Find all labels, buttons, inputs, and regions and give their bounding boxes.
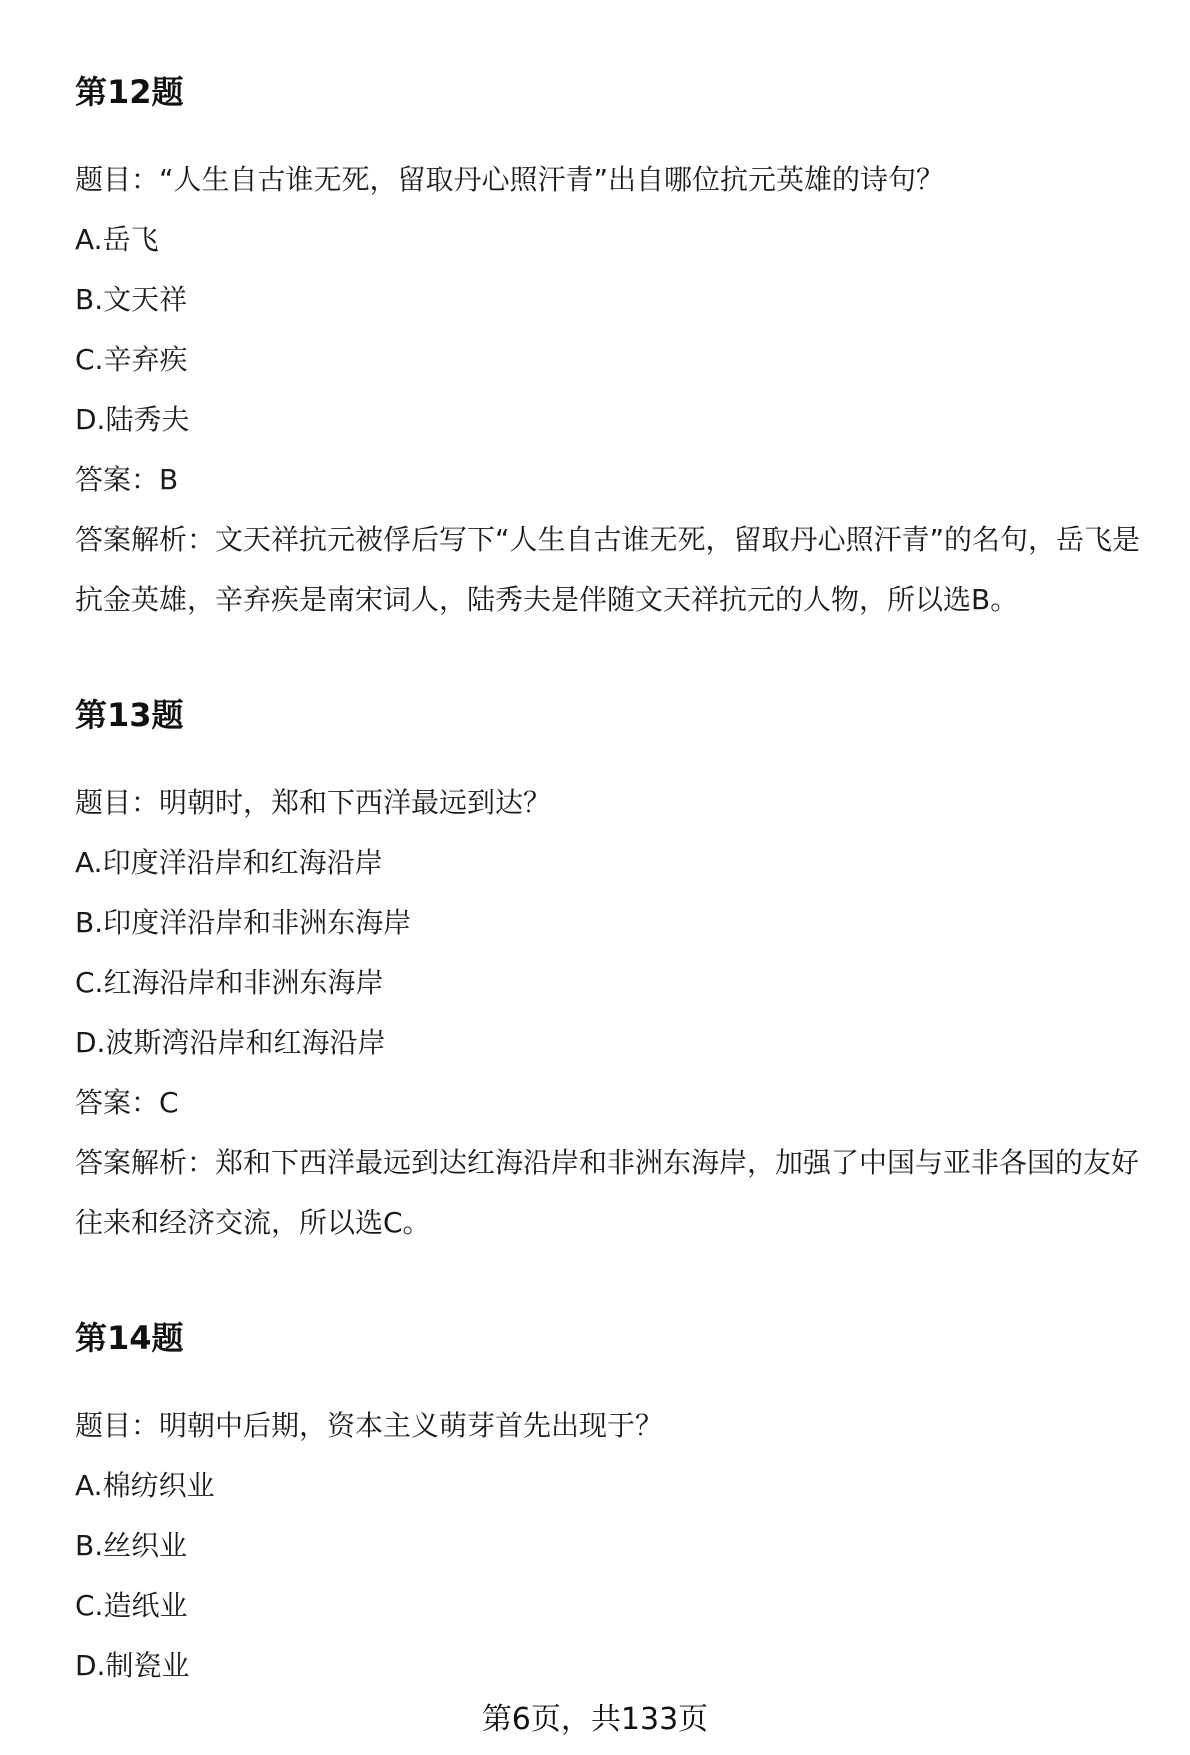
- question-13: [75, 695, 1165, 1263]
- question-title: 第14题: [75, 1319, 184, 1357]
- option-c: C.造纸业: [75, 1589, 188, 1622]
- option-d: D.制瓷业: [75, 1649, 190, 1682]
- question-stem: 题目：“人生自古谁无死，留取丹心照汗青”出自哪位抗元英雄的诗句？: [75, 163, 945, 196]
- option-d: D.波斯湾沿岸和红海沿岸: [75, 1026, 386, 1059]
- page-number: 第6页，共133页: [481, 1702, 709, 1737]
- option-b: B.丝织业: [75, 1529, 188, 1562]
- option-a: A.岳飞: [75, 223, 159, 256]
- answer: 答案：C: [75, 1086, 179, 1119]
- option-b: B.印度洋沿岸和非洲东海岸: [75, 906, 412, 939]
- option-c: C.红海沿岸和非洲东海岸: [75, 966, 384, 999]
- question-stem: 题目：明朝时，郑和下西洋最远到达？: [75, 786, 552, 819]
- option-a: A.印度洋沿岸和红海沿岸: [75, 846, 383, 879]
- answer: 答案：B: [75, 463, 179, 496]
- question-title: 第12题: [75, 73, 184, 111]
- answer-analysis: 答案解析：郑和下西洋最远到达红海沿岸和非洲东海岸，加强了中国与亚非各国的友好往来和经济交流，所以选C。: [75, 1146, 1140, 1239]
- option-d: D.陆秀夫: [75, 403, 190, 436]
- question-title: 第13题: [75, 696, 184, 734]
- option-c: C.辛弃疾: [75, 343, 188, 376]
- option-b: B.文天祥: [75, 283, 188, 316]
- question-stem: 题目：明朝中后期，资本主义萌芽首先出现于？: [75, 1409, 664, 1442]
- question-14: [75, 1318, 1165, 1686]
- question-12: [75, 72, 1165, 640]
- answer-analysis: 答案解析：文天祥抗元被俘后写下“人生自古谁无死，留取丹心照汗青”的名句，岳飞是抗金英雄，辛弃疾是南宋词人，陆秀夫是伴随文天祥抗元的人物，所以选B。: [75, 523, 1141, 616]
- option-a: A.棉纺织业: [75, 1469, 215, 1502]
